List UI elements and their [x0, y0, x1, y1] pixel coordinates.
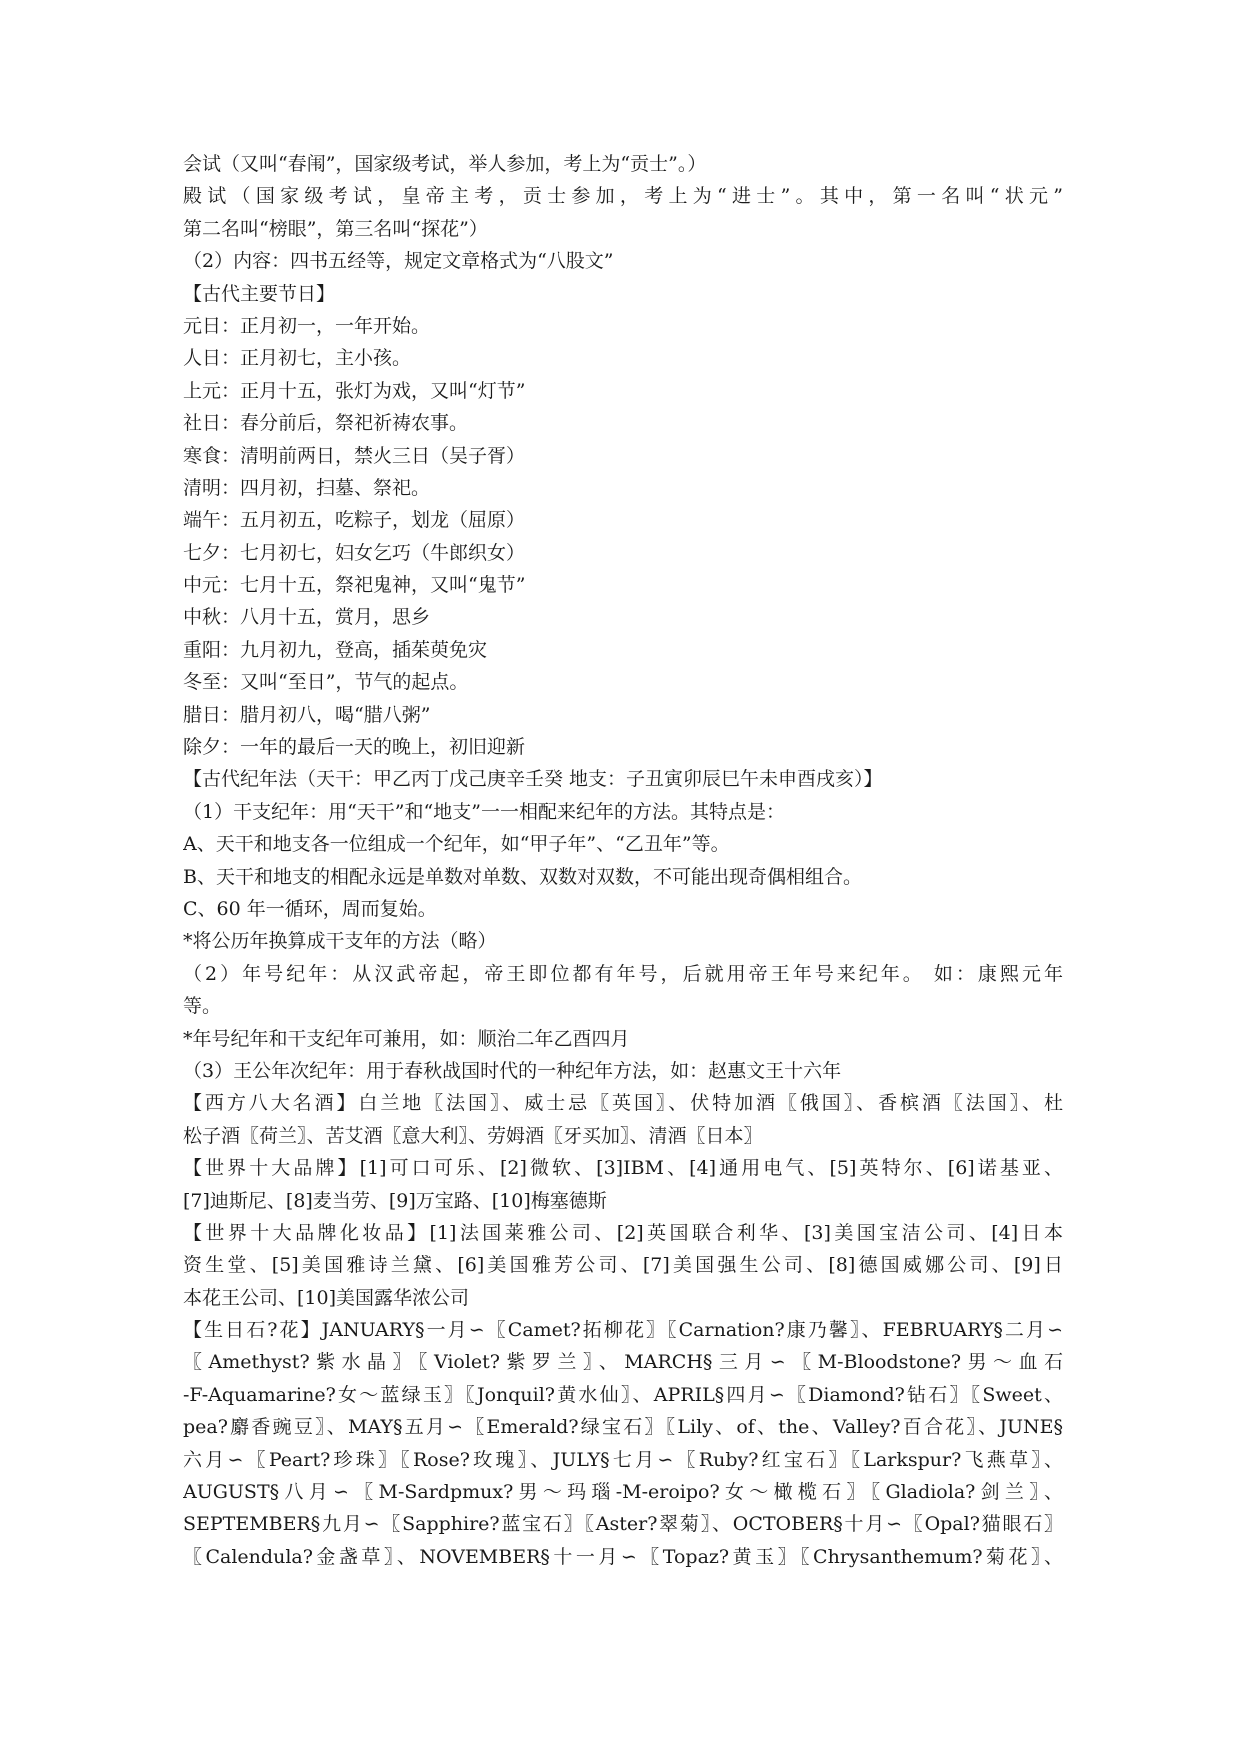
text-line: *年号纪年和干支纪年可兼用，如：顺治二年乙酉四月 [183, 1027, 630, 1050]
text-line: （2）年号纪年：从汉武帝起，帝王即位都有年号，后就用帝王年号来纪年。 如：康熙元年 [183, 962, 1063, 985]
text-line: 七夕：七月初七，妇女乞巧（牛郎织女） [183, 541, 526, 564]
text-line: 〖Amethyst?紫水晶〗〖Violet?紫罗兰〗、MARCH§三月∽〖M-Bloodstone?男～血石 [183, 1351, 1063, 1374]
text-line: 中元：七月十五，祭祀鬼神，又叫“鬼节” [183, 574, 526, 597]
text-line: A、天干和地支各一位组成一个纪年，如“甲子年”、“乙丑年”等。 [183, 833, 730, 856]
text-line: 腊日：腊月初八，喝“腊八粥” [183, 703, 431, 726]
text-line: 除夕：一年的最后一天的晚上，初旧迎新 [183, 736, 526, 759]
text-line: 〖Calendula?金盏草〗、NOVEMBER§十一月∽〖Topaz?黄玉〗〖Chrysanthemum?菊花〗、 [183, 1545, 1063, 1568]
section-heading-cosmetics: 【世界十大品牌化妆品】[1]法国莱雅公司、[2]英国联合利华、[3]美国宝洁公司、[4]日本 [183, 1221, 1063, 1244]
text-line: 第二名叫“榜眼”，第三名叫“探花”） [183, 217, 488, 240]
text-line: 六月∽〖Peart?珍珠〗〖Rose?玫瑰〗、JULY§七月∽〖Ruby?红宝石〗〖Larkspur?飞燕草〗、 [183, 1448, 1063, 1471]
text-line: 松子酒〖荷兰〗、苦艾酒〖意大利〗、劳姆酒〖牙买加〗、清酒〖日本〗 [183, 1124, 763, 1147]
text-line: C、60 年一循环，周而复始。 [183, 897, 437, 920]
text-line: -F-Aquamarine?女～蓝绿玉〗〖Jonquil?黄水仙〗、APRIL§四月∽〖Diamond?钻石〗〖Sweet、 [183, 1383, 1063, 1406]
text-line: 寒食：清明前两日，禁火三日（吴子胥） [183, 444, 526, 467]
text-line: （2）内容：四书五经等，规定文章格式为“八股文” [183, 250, 614, 273]
text-line: AUGUST§八月∽〖M-Sardpmux?男～玛瑙-M-eroipo?女～橄榄石〗〖Gladiola?剑兰〗、 [183, 1481, 1063, 1504]
text-line: 本花王公司、[10]美国露华浓公司 [183, 1286, 470, 1309]
text-line: 冬至：又叫“至日”，节气的起点。 [183, 671, 469, 694]
text-line: 资生堂、[5]美国雅诗兰黛、[6]美国雅芳公司、[7]美国强生公司、[8]德国威娜公司、[9]日 [183, 1254, 1063, 1277]
text-line: 上元：正月十五，张灯为戏，又叫“灯节” [183, 379, 526, 402]
text-line: pea?麝香豌豆〗、MAY§五月∽〖Emerald?绿宝石〗〖Lily、of、the、Valley?百合花〗、JUNE§ [183, 1416, 1063, 1439]
text-line: *将公历年换算成干支年的方法（略） [183, 930, 497, 953]
text-line: 等。 [183, 995, 222, 1018]
text-line: 元日：正月初一，一年开始。 [183, 314, 431, 337]
text-line: 会试（又叫“春闱”，国家级考试，举人参加，考上为“贡士”。） [183, 153, 707, 175]
text-line: 清明：四月初，扫墓、祭祀。 [183, 476, 431, 499]
section-heading-festivals: 【古代主要节日】 [183, 282, 336, 305]
section-heading-calendar: 【古代纪年法（天干：甲乙丙丁戊己庚辛壬癸 地支：子丑寅卯辰巳午未申酉戌亥）】 [183, 768, 883, 791]
text-line: 中秋：八月十五，赏月，思乡 [183, 606, 431, 629]
text-line: 端午：五月初五，吃粽子，划龙（屈原） [183, 509, 526, 532]
text-line: （1）干支纪年：用“天干”和“地支”一一相配来纪年的方法。其特点是： [183, 800, 785, 823]
section-heading-birthstones: 【生日石?花】JANUARY§一月∽〖Camet?拓柳花〗〖Carnation?康乃馨〗、FEBRUARY§二月∽ [183, 1319, 1063, 1342]
text-line: （3）王公年次纪年：用于春秋战国时代的一种纪年方法，如：赵惠文王十六年 [183, 1059, 842, 1082]
text-line: 人日：正月初七，主小孩。 [183, 347, 412, 370]
text-line: SEPTEMBER§九月∽〖Sapphire?蓝宝石〗〖Aster?翠菊〗、OCTOBER§十月∽〖Opal?猫眼石〗 [183, 1513, 1063, 1536]
section-heading-liquors: 【西方八大名酒】白兰地〖法国〗、威士忌〖英国〗、伏特加酒〖俄国〗、香槟酒〖法国〗、杜 [183, 1092, 1063, 1115]
text-line: 社日：春分前后，祭祀祈祷农事。 [183, 412, 469, 435]
section-heading-brands: 【世界十大品牌】[1]可口可乐、[2]微软、[3]IBM、[4]通用电气、[5]英特尔、[6]诺基亚、 [183, 1157, 1063, 1180]
text-line: 殿试（国家级考试，皇帝主考，贡士参加，考上为“进士”。其中，第一名叫“状元” [183, 185, 1063, 208]
document-page [183, 148, 1063, 1573]
text-line: [7]迪斯尼、[8]麦当劳、[9]万宝路、[10]梅塞德斯 [183, 1189, 607, 1212]
text-line: B、天干和地支的相配永远是单数对单数、双数对双数，不可能出现奇偶相组合。 [183, 865, 862, 888]
text-line: 重阳：九月初九，登高，插茱萸免灾 [183, 638, 488, 661]
